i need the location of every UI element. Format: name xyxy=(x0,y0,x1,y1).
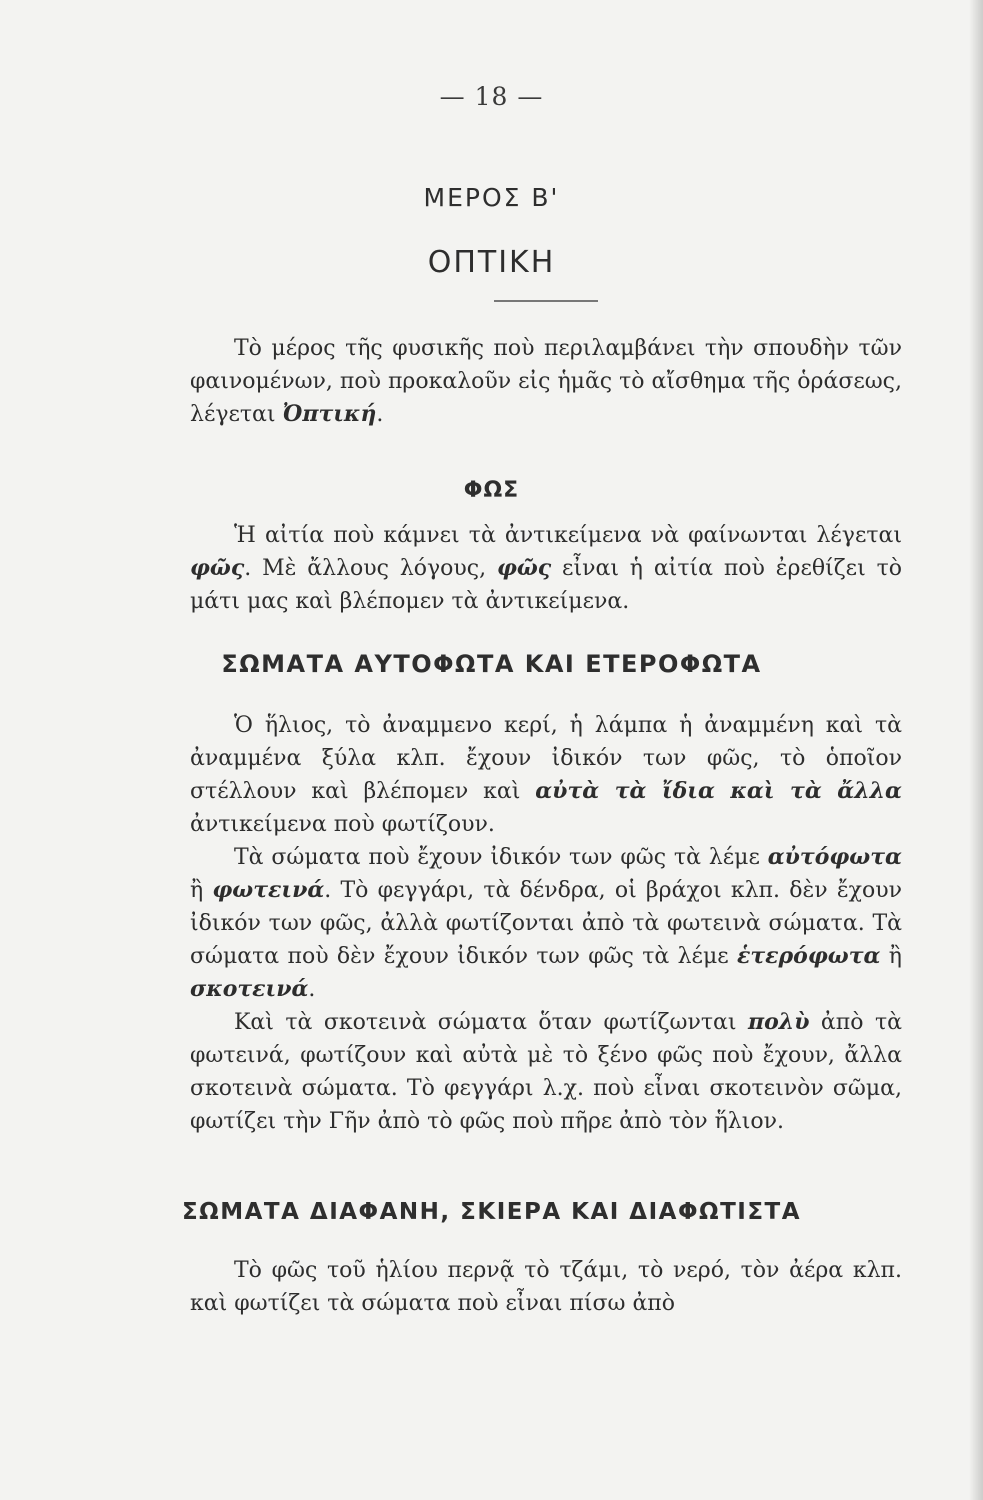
intro-punctuation: . xyxy=(376,402,384,427)
light-term-1: φῶς xyxy=(190,555,245,581)
transparent-paragraph-block xyxy=(190,1254,902,1320)
title-divider xyxy=(494,300,598,302)
self-luminous-p3-term: πολὺ xyxy=(748,1009,810,1035)
self-luminous-p2-term-4: σκοτεινά xyxy=(190,976,309,1002)
light-text-1: Ἡ αἰτία ποὺ κάμνει τὰ ἀντικείμενα νὰ φαίνωνται λέγεται xyxy=(234,523,902,548)
self-luminous-block xyxy=(190,709,902,1138)
self-luminous-p2-term-3: ἑτερόφωτα xyxy=(737,943,881,969)
light-paragraph xyxy=(190,519,902,618)
self-luminous-paragraph-2 xyxy=(190,841,902,1006)
light-heading: ΦΩΣ xyxy=(463,478,520,503)
self-luminous-p1-text-2: ἀντικείμενα ποὺ φωτίζουν. xyxy=(190,812,495,837)
light-text-2: . Μὲ ἄλλους λόγους, xyxy=(244,556,497,581)
self-luminous-p2-term-2: φωτεινά xyxy=(212,877,325,903)
self-luminous-p1-term: αὐτὰ τὰ ἴδια καὶ τὰ ἄλλα xyxy=(535,778,902,804)
section-title: ΟΠΤΙΚΗ xyxy=(427,245,556,280)
self-luminous-heading: ΣΩΜΑΤΑ ΑΥΤΟΦΩΤΑ ΚΑΙ ΕΤΕΡΟΦΩΤΑ xyxy=(221,650,762,678)
intro-paragraph-block xyxy=(190,332,902,431)
transparent-heading: ΣΩΜΑΤΑ ΔΙΑΦΑΝΗ, ΣΚΙΕΡΑ ΚΑΙ ΔΙΑΦΩΤΙΣΤΑ xyxy=(181,1199,802,1225)
self-luminous-p2-term-1: αὐτόφωτα xyxy=(767,844,902,870)
light-text-3: εἶναι ἡ αἰτία ποὺ ἐρεθίζει τὸ μάτι μας καὶ βλέπομεν τὰ ἀντικείμενα. xyxy=(190,556,902,614)
self-luminous-p2-text-1: Τὰ σώματα ποὺ ἔχουν ἰδικόν των φῶς τὰ λέμε xyxy=(234,845,768,870)
page-edge-shadow xyxy=(969,0,983,1500)
self-luminous-p3-text-1: Καὶ τὰ σκοτεινὰ σώματα ὅταν φωτίζωνται xyxy=(234,1010,748,1035)
page-number: — 18 — xyxy=(439,82,544,111)
transparent-paragraph: Τὸ φῶς τοῦ ἡλίου περνᾷ τὸ τζάμι, τὸ νερό, τὸν ἀέρα κλπ. καὶ φωτίζει τὰ σώματα ποὺ εἶναι πίσω ἀπὸ xyxy=(190,1258,902,1316)
self-luminous-p3-text-2: ἀπὸ τὰ φωτεινά, φωτίζουν καὶ αὐτὰ μὲ τὸ ξένο φῶς ποὺ ἔχουν, ἄλλα σκοτεινὰ σώματα. Τὸ φεγγάρι λ.χ. ποὺ εἶναι σκοτεινὸν σῶμα, φωτίζει τὴν Γῆν ἀπὸ τὸ φῶς ποὺ πῆρε ἀπὸ τὸν ἥλιον. xyxy=(190,1010,902,1134)
light-term-2: φῶς xyxy=(496,555,552,581)
self-luminous-p2-text-4: ἢ xyxy=(880,944,902,969)
self-luminous-p2-text-3: . Τὸ φεγγάρι, τὰ δένδρα, οἱ βράχοι κλπ. δὲν ἔχουν ἰδικόν των φῶς, ἀλλὰ φωτίζονται ἀπὸ τὰ φωτεινὰ σώματα. Τὰ σώματα ποὺ δὲν ἔχουν ἰδικόν των φῶς τὰ λέμε xyxy=(190,878,902,969)
intro-term: Ὀπτική xyxy=(282,401,377,427)
intro-paragraph xyxy=(190,332,902,431)
light-paragraph-block xyxy=(190,519,902,618)
self-luminous-p2-text-5: . xyxy=(308,977,316,1002)
intro-text: Τὸ μέρος τῆς φυσικῆς ποὺ περιλαμβάνει τὴν σπουδὴν τῶν φαινομένων, ποὺ προκαλοῦν εἰς ἡμᾶς τὸ αἴσθημα τῆς ὁράσεως, λέγεται xyxy=(190,336,902,427)
part-title: ΜΕΡΟΣ Β' xyxy=(423,183,560,212)
self-luminous-p1-text-1: Ὁ ἥλιος, τὸ ἀναμμενο κερί, ἡ λάμπα ἡ ἀναμμένη καὶ τὰ ἀναμμένα ξύλα κλπ. ἔχουν ἰδικόν των φῶς, τὸ ὁποῖον στέλλουν καὶ βλέπομεν καὶ xyxy=(190,713,902,804)
self-luminous-paragraph-1 xyxy=(190,709,902,841)
self-luminous-paragraph-3 xyxy=(190,1006,902,1138)
self-luminous-p2-text-2: ἢ xyxy=(190,878,213,903)
